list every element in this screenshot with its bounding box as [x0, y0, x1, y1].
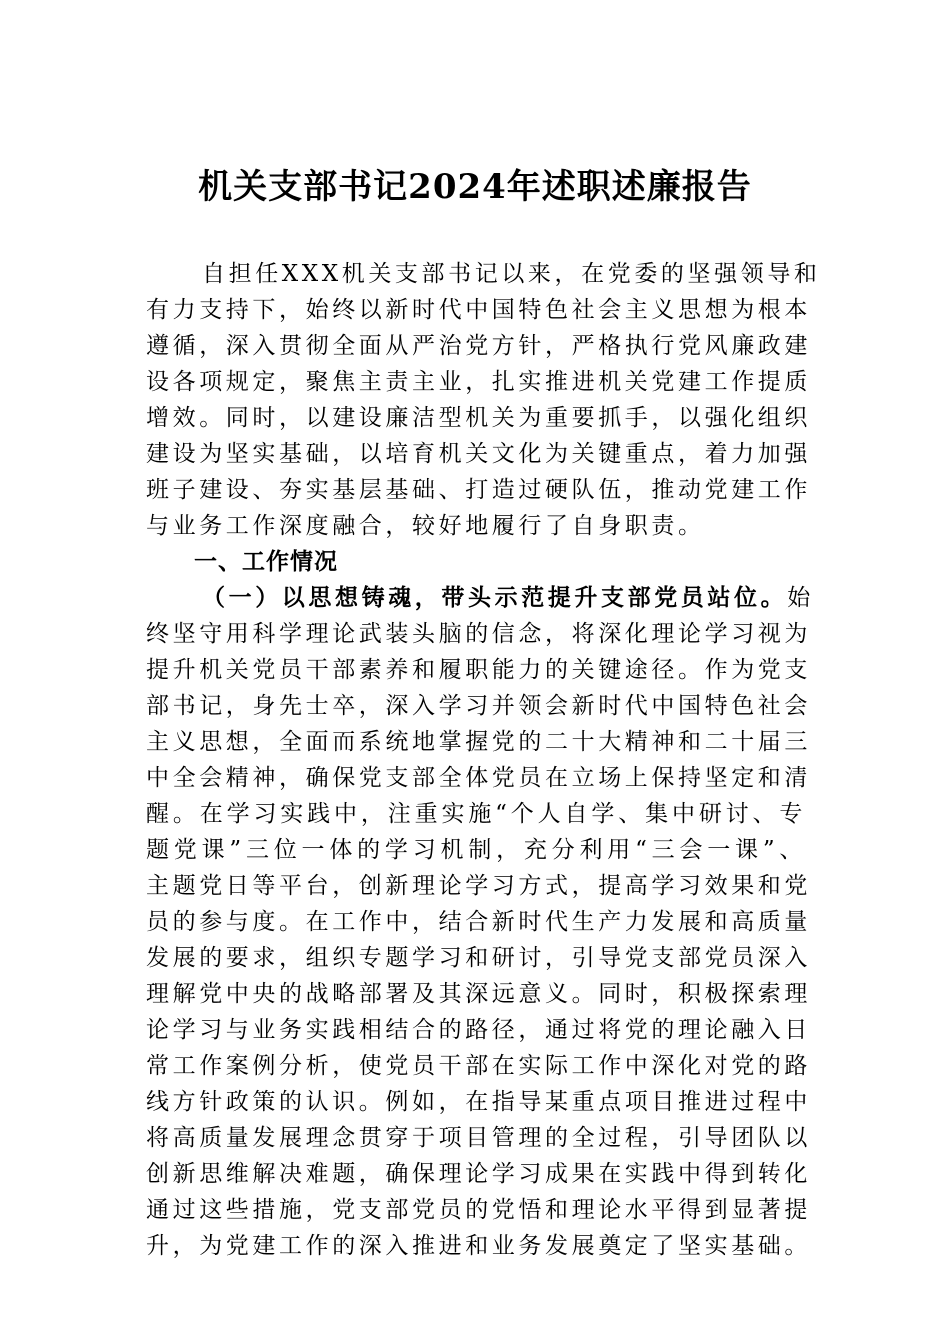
document-title: 机关支部书记2024年述职述廉报告 — [198, 167, 752, 207]
paragraph-line: 中全会精神，确保党支部全体党员在立场上保持坚定和清 — [146, 765, 811, 791]
paragraph-line: 论学习与业务实践相结合的路径，通过将党的理论融入日 — [146, 1017, 811, 1043]
paragraph-line: 增效。同时，以建设廉洁型机关为重要抓手，以强化组织 — [146, 405, 811, 431]
paragraph-line: 主义思想，全面而系统地掌握党的二十大精神和二十届三 — [146, 729, 811, 755]
paragraph-line: 设各项规定，聚焦主责主业，扎实推进机关党建工作提质 — [146, 369, 811, 395]
paragraph-line: 员的参与度。在工作中，结合新时代生产力发展和高质量 — [146, 909, 811, 935]
paragraph-line: 线方针政策的认识。例如，在指导某重点项目推进过程中 — [146, 1089, 811, 1115]
sub-heading-line — [146, 580, 814, 616]
paragraph-line: 创新思维解决难题，确保理论学习成果在实践中得到转化 — [146, 1161, 811, 1187]
sub-heading-tail: 始 — [787, 585, 814, 611]
paragraph-line: 理解党中央的战略部署及其深远意义。同时，积极探索理 — [146, 981, 811, 1007]
sub-heading: （一）以思想铸魂，带头示范提升支部党员站位。 — [202, 584, 788, 611]
paragraph-line: 将高质量发展理念贯穿于项目管理的全过程，引导团队以 — [146, 1125, 811, 1151]
paragraph-line: 建设为坚实基础，以培育机关文化为关键重点，着力加强 — [146, 441, 811, 467]
paragraph-line: 遵循，深入贯彻全面从严治党方针，严格执行党风廉政建 — [146, 333, 811, 359]
paragraph-line: 常工作案例分析，使党员干部在实际工作中深化对党的路 — [146, 1053, 811, 1079]
paragraph-line: 通过这些措施，党支部党员的党悟和理论水平得到显著提 — [146, 1197, 811, 1223]
paragraph-line: 有力支持下，始终以新时代中国特色社会主义思想为根本 — [146, 297, 811, 323]
section-heading: 一、工作情况 — [194, 549, 338, 575]
paragraph-line: 升，为党建工作的深入推进和业务发展奠定了坚实基础。 — [146, 1233, 811, 1259]
paragraph-line: 自担任XXX机关支部书记以来，在党委的坚强领导和 — [202, 261, 821, 287]
paragraph-line: 醒。在学习实践中，注重实施“个人自学、集中研讨、专 — [146, 801, 806, 827]
paragraph-line: 发展的要求，组织专题学习和研讨，引导党支部党员深入 — [146, 945, 811, 971]
paragraph-line: 班子建设、夯实基层基础、打造过硬队伍，推动党建工作 — [146, 477, 811, 503]
paragraph-line: 题党课”三位一体的学习机制，充分利用“三会一课”、 — [146, 837, 806, 863]
document-body — [146, 256, 821, 1264]
paragraph-line: 主题党日等平台，创新理论学习方式，提高学习效果和党 — [146, 873, 811, 899]
paragraph-line: 提升机关党员干部素养和履职能力的关键途径。作为党支 — [146, 657, 811, 683]
paragraph-line: 终坚守用科学理论武装头脑的信念，将深化理论学习视为 — [146, 621, 811, 647]
paragraph-line: 部书记，身先士卒，深入学习并领会新时代中国特色社会 — [146, 693, 811, 719]
paragraph-line: 与业务工作深度融合，较好地履行了自身职责。 — [146, 513, 705, 539]
